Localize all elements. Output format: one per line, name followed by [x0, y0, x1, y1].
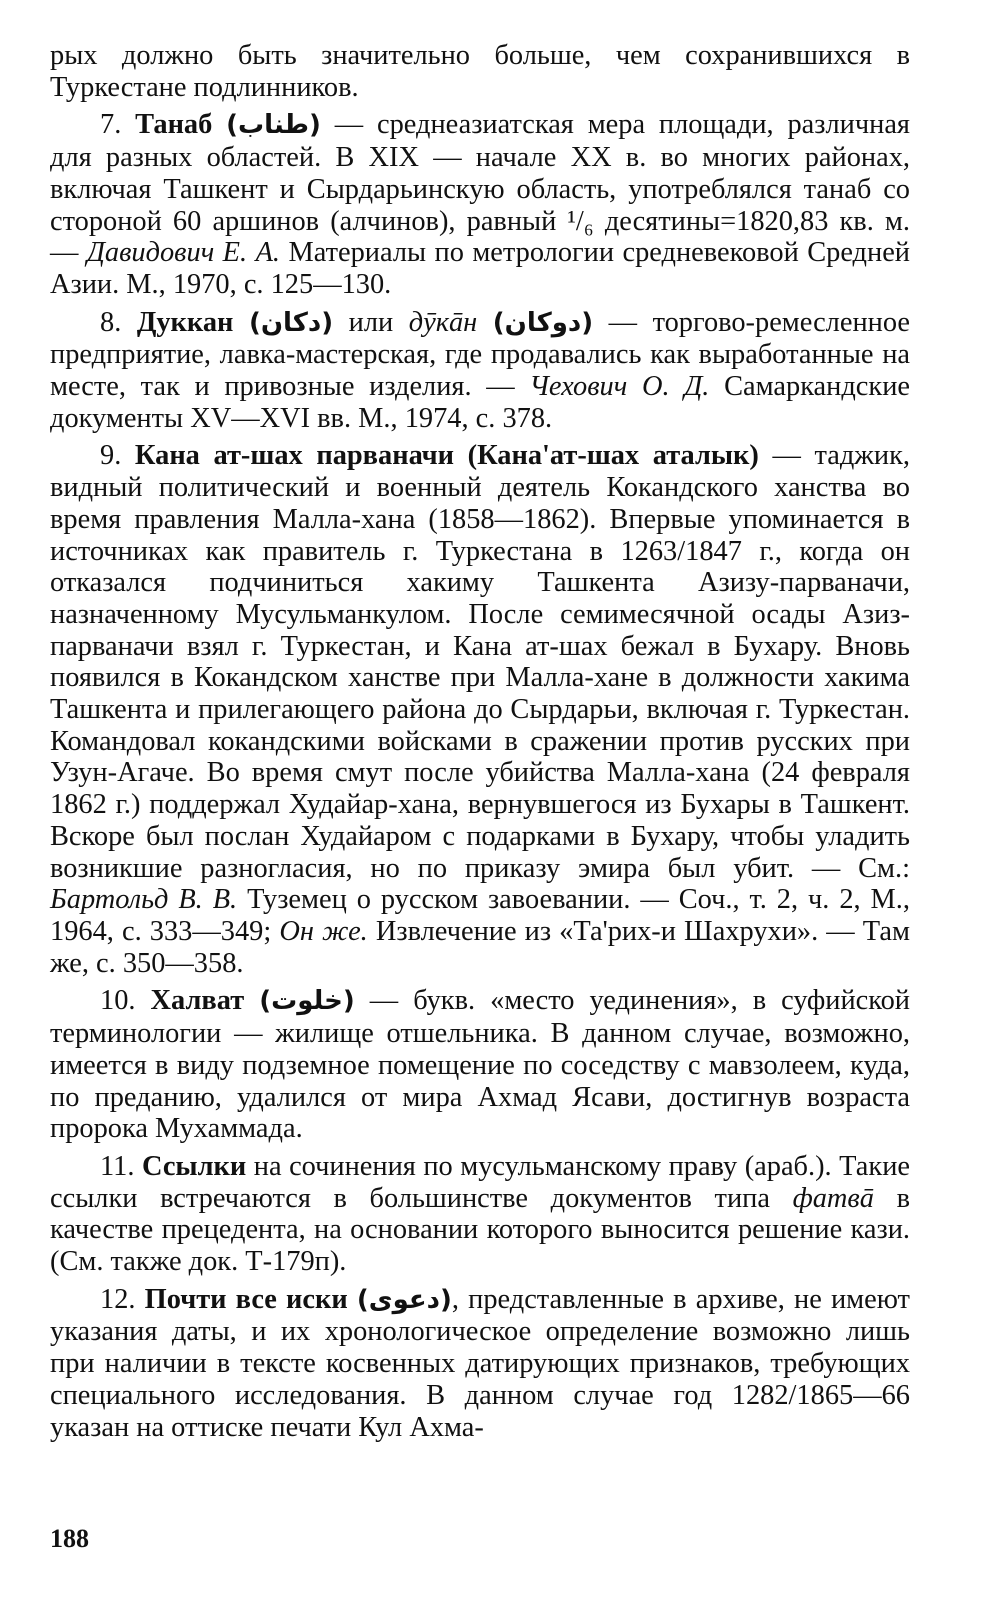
- note-text: , представленные в архиве, не имеют указания даты, и их хронологическое определение возможно лишь при наличии в тексте косвенных датирующих признаков, требующих специального исследования. В данном случае год 1282/1865—66 указан на оттиске печати Кул Ахма-: [50, 1283, 910, 1443]
- arabic-term: (دکان): [248, 307, 334, 338]
- note-text: — торгово-ремесленное предприятие, лавка-мастерская, где продавались как выработанные на месте, так и привозные изделия. —: [50, 306, 910, 403]
- citation-author: Он же.: [279, 915, 368, 947]
- arabic-term: (خلوت): [259, 986, 355, 1017]
- note-term: Ссылки: [141, 1150, 247, 1182]
- arabic-term: (دعوی): [356, 1284, 452, 1315]
- note-7: [50, 109, 910, 300]
- paragraph-text: рых должно быть значительно больше, чем сохранившихся в Туркестане подлинников.: [50, 40, 910, 103]
- note-number: 9.: [100, 440, 122, 472]
- note-10: [50, 985, 910, 1145]
- note-text: — среднеазиатская мера площади, различная для разных областей. В XIX — начале XX в. во многих районах, включая Ташкент и Сырдарьинскую область, употреблялся танаб со стороной 60 аршинов (алчинов), равный ¹/₆ десятины=1820,83 кв. м. —: [50, 109, 910, 269]
- note-term: Дуккан: [136, 306, 234, 338]
- note-text: в качестве прецедента, на основании которого выносится решение кази. (См. также док. Т-179п).: [50, 1182, 910, 1278]
- note-number: 10.: [100, 985, 136, 1017]
- note-term: Кана ат-шах парваначи (Кана'ат-шах аталык): [134, 440, 759, 472]
- note-text: — таджик, видный политический и военный деятель Кокандского ханства во время правления Малла-хана (1858—1862). Впервые упоминается в источниках как правитель г. Туркестана в 1263/1847 г., когда он отказался подчиниться хакиму Ташкента Азизу-парваначи, назначенному Мусульманкулом. После семимесячной осады Азиз-парваначи взял г. Туркестан, и Кана ат-шах бежал в Бухару. Вновь появился в Кокандском ханстве при Малла-хане в должности хакима Ташкента и прилегающего района до Сырдарьи, включая г. Туркестан. Командовал кокандскими войсками в сражении против русских при Узун-Агаче. Во время смут после убийства Малла-хана (24 февраля 1862 г.) поддержал Худайар-хана, вернувшегося из Бухары в Ташкент. Вскоре был послан Худайаром с подарками в Бухару, чтобы уладить возникшие разногласия, но по приказу эмира был убит. — См.:: [50, 440, 910, 884]
- note-text: Самаркандские документы XV—XVI вв. М., 1974, с. 378.: [50, 371, 910, 434]
- note-text: Извлечение из «Та'рих-и Шахрухи». — Там же, с. 350—358.: [50, 915, 910, 979]
- note-8: [50, 307, 910, 435]
- citation-author: Давидович Е. А.: [86, 237, 281, 269]
- citation-author: Бартольд В. В.: [50, 884, 238, 916]
- note-term: Танаб: [135, 109, 213, 141]
- note-term: Халват: [150, 985, 245, 1017]
- paragraph-continued: [50, 40, 910, 103]
- note-term: Почти все иски: [144, 1283, 348, 1315]
- note-text: на сочинения по мусульманскому праву (араб.). Такие ссылки встречаются в большинстве документов типа: [50, 1150, 910, 1214]
- note-number: 12.: [100, 1283, 136, 1315]
- page-number: 188: [50, 1524, 89, 1553]
- note-text: Туземец о русском завоевании. — Соч., т. 2, ч. 2, М., 1964, с. 333—349;: [50, 884, 910, 947]
- note-number: 7.: [100, 109, 122, 141]
- document-page: [50, 40, 910, 1449]
- note-12: [50, 1284, 910, 1444]
- arabic-term: (دوکان): [492, 307, 594, 338]
- note-number: 8.: [100, 306, 122, 338]
- note-text: или: [333, 306, 409, 338]
- note-11: [50, 1151, 910, 1278]
- transliterated-term: дӯкāн: [408, 306, 478, 338]
- arabic-term: (طناب): [226, 110, 321, 141]
- citation-author: Чехович О. Д.: [529, 371, 710, 403]
- note-text: Материалы по метрологии средневековой Средней Азии. М., 1970, с. 125—130.: [50, 237, 910, 300]
- note-9: [50, 440, 910, 979]
- italic-term: фатвā: [792, 1182, 874, 1214]
- note-number: 11.: [100, 1150, 135, 1182]
- note-text: — букв. «место уединения», в суфийской терминологии — жилище отшельника. В данном случае, возможно, имеется в виду подземное помещение по соседству с мавзолеем, куда, по преданию, удалился от мира Ахмад Ясави, достигнув возраста пророка Мухаммада.: [50, 985, 910, 1145]
